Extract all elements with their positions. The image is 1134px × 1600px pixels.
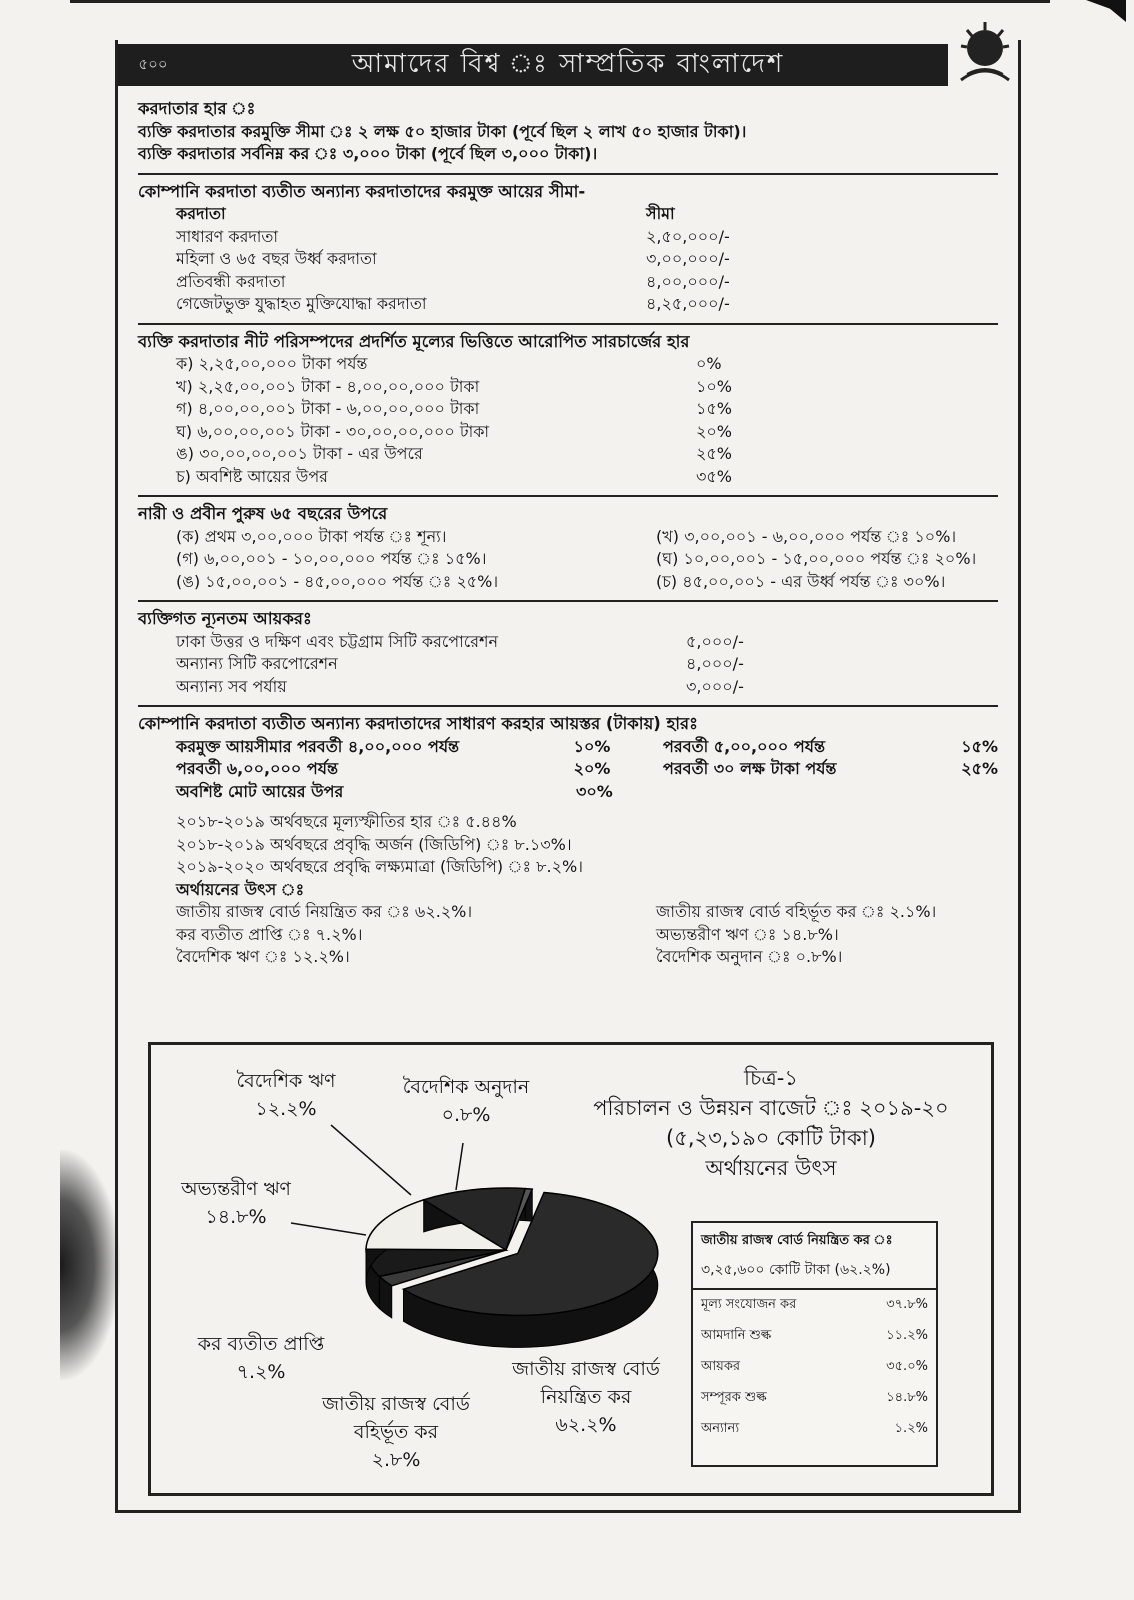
slice-label-value: ৭.২% xyxy=(236,1361,286,1383)
slice-label-text: কর ব্যতীত প্রাপ্তি xyxy=(197,1333,325,1355)
slice-label-nbr-excluded xyxy=(296,1390,496,1474)
tax-rate-section xyxy=(138,98,998,166)
economy-section xyxy=(138,811,998,969)
figure-title-line: (৫,২৩,১৯০ কোটি টাকা) xyxy=(666,1126,876,1150)
emblem-icon xyxy=(953,18,1017,86)
cell: অন্যান্য সিটি করপোরেশন xyxy=(176,654,338,673)
cell: ৩০% xyxy=(576,781,613,801)
cell: ৩,০০,০০০/- xyxy=(646,249,730,268)
cell: চ) অবশিষ্ট আয়ের উপর xyxy=(176,466,328,486)
breakdown-item: আয়কর xyxy=(701,1359,741,1374)
cell: ১০% xyxy=(573,736,611,756)
breakdown-item: অন্যান্য xyxy=(701,1421,740,1436)
slice-label-text: বৈদেশিক অনুদান xyxy=(402,1076,530,1098)
cell: (গ) ৬,০০,০০১ - ১০,০০,০০০ পর্যন্ত ঃ ১৫%। xyxy=(176,549,487,568)
cell: গেজেটভুক্ত যুদ্ধাহত মুক্তিযোদ্ধা করদাতা xyxy=(176,294,427,313)
min-tax-section xyxy=(138,608,998,698)
section-title: করদাতার হার ঃ xyxy=(138,99,256,118)
breakdown-subtitle: ৩,২৫,৬০০ কোটি টাকা (৬২.২%) xyxy=(693,1252,936,1290)
breakdown-value: ১৪.৮% xyxy=(886,1390,928,1405)
text-line: ব্যক্তি করদাতার সর্বনিম্ন কর ঃ ৩,০০০ টাকা (পূর্বে ছিল ৩,০০০ টাকা)। xyxy=(138,144,598,163)
section-title: ব্যক্তিগত ন্যূনতম আয়করঃ xyxy=(138,609,312,628)
cell: বৈদেশিক ঋণ ঃ ১২.২%। xyxy=(176,947,350,966)
running-title: আমাদের বিশ্ব ঃ সাম্প্রতিক বাংলাদেশ xyxy=(351,49,785,79)
breakdown-row xyxy=(693,1321,936,1352)
cell: পরবর্তী ৬,০০,০০০ পর্যন্ত xyxy=(176,759,338,778)
cell: ২,৫০,০০০/- xyxy=(646,226,730,246)
text-line: ২০১৮-২০১৯ অর্থবছরে মূল্যস্ফীতির হার ঃ ৫.৪৪% xyxy=(176,812,517,831)
table-row xyxy=(138,758,998,781)
table-row xyxy=(138,901,998,924)
cell: ৫,০০০/- xyxy=(686,631,744,651)
cell: (ঘ) ১০,০০,০০১ - ১৫,০০,০০০ পর্যন্ত ঃ ২০%। xyxy=(656,549,977,568)
table-row xyxy=(138,924,998,947)
cell: বৈদেশিক অনুদান ঃ ০.৮%। xyxy=(656,947,843,966)
subsection-title: অর্থায়নের উৎস ঃ xyxy=(176,879,305,899)
table-row xyxy=(138,676,998,699)
cell: অভ্যন্তরীণ ঋণ ঃ ১৪.৮%। xyxy=(656,924,839,944)
text-line: ব্যক্তি করদাতার করমুক্তি সীমা ঃ ২ লক্ষ ৫০ হাজার টাকা (পূর্বে ছিল ২ লাখ ৫০ হাজার টাকা)। xyxy=(138,121,747,141)
breakdown-row xyxy=(693,1352,936,1383)
figure-title-line: পরিচালন ও উন্নয়ন বাজেট ঃ ২০১৯-২০ xyxy=(593,1096,949,1120)
divider xyxy=(138,495,998,497)
table-row xyxy=(138,271,998,294)
table-header xyxy=(138,203,998,226)
slice-label-text: জাতীয় রাজস্ব বোর্ড নিয়ন্ত্রিত কর xyxy=(512,1358,660,1408)
divider xyxy=(138,705,998,707)
table-row xyxy=(138,248,998,271)
scan-corner-mark xyxy=(1086,0,1126,22)
page xyxy=(115,40,1021,1513)
leader-foreign-grant xyxy=(456,1143,463,1190)
cell: পরবর্তী ৫,০০,০০০ পর্যন্ত xyxy=(663,736,825,756)
cell: গ) ৪,০০,০০,০০১ টাকা - ৬,০০,০০,০০০ টাকা xyxy=(176,399,480,418)
table-row xyxy=(138,946,998,969)
table-row xyxy=(138,653,998,676)
slice-label-non-tax xyxy=(181,1330,341,1386)
cell: ২০% xyxy=(573,759,611,778)
table-row xyxy=(138,736,998,759)
slice-label-value: ৬২.২% xyxy=(555,1414,617,1436)
cell: ১৫% xyxy=(696,399,732,418)
table-row xyxy=(138,353,998,376)
page-content xyxy=(138,98,998,1058)
budget-figure xyxy=(148,1042,994,1496)
cell: ২৫% xyxy=(961,759,999,778)
table-row xyxy=(138,293,998,316)
table-row xyxy=(138,548,998,571)
cell: ঢাকা উত্তর ও দক্ষিণ এবং চট্টগ্রাম সিটি করপোরেশন xyxy=(176,631,499,651)
figure-title xyxy=(581,1063,961,1183)
column-header: সীমা xyxy=(646,204,675,223)
breakdown-value: ৩৭.৮% xyxy=(886,1297,928,1312)
top-rule xyxy=(70,0,1050,3)
breakdown-item: আমদানি শুল্ক xyxy=(701,1328,772,1343)
leader-foreign-loan xyxy=(331,1125,411,1195)
table-row xyxy=(138,376,998,399)
table-row xyxy=(138,421,998,444)
cell: ০% xyxy=(696,354,722,373)
divider xyxy=(138,323,998,325)
cell: ঘ) ৬,০০,০০,০০১ টাকা - ৩০,০০,০০,০০০ টাকা xyxy=(176,421,490,441)
slice-label-nbr-controlled xyxy=(486,1355,686,1439)
table-row xyxy=(138,443,998,466)
slice-label-value: ১৪.৮% xyxy=(205,1206,267,1228)
cell: পরবর্তী ৩০ লক্ষ টাকা পর্যন্ত xyxy=(663,759,837,778)
table-row xyxy=(138,781,998,804)
breakdown-value: ১.২% xyxy=(894,1421,928,1436)
cell: ৪,০০,০০০/- xyxy=(646,271,730,291)
divider xyxy=(138,173,998,175)
table-row xyxy=(138,466,998,489)
cell: সাধারণ করদাতা xyxy=(176,226,279,246)
cell: জাতীয় রাজস্ব বোর্ড বহির্ভূত কর ঃ ২.১%। xyxy=(656,902,937,921)
column-header: করদাতা xyxy=(176,204,226,223)
table-row xyxy=(138,398,998,421)
breakdown-value: ৩৫.০% xyxy=(886,1359,928,1374)
breakdown-title: জাতীয় রাজস্ব বোর্ড নিয়ন্ত্রিত কর ঃ xyxy=(701,1233,893,1248)
cell: প্রতিবন্ধী করদাতা xyxy=(176,271,286,291)
breakdown-value: ১১.২% xyxy=(886,1328,928,1343)
cell: জাতীয় রাজস্ব বোর্ড নিয়ন্ত্রিত কর ঃ ৬২.২%। xyxy=(176,902,473,921)
slice-label-domestic-loan xyxy=(161,1175,311,1231)
figure-label: চিত্র-১ xyxy=(744,1066,798,1090)
breakdown-row xyxy=(693,1383,936,1414)
breakdown-item: সম্পূরক শুল্ক xyxy=(701,1390,767,1405)
cell: ৪,২৫,০০০/- xyxy=(646,294,730,313)
table-row xyxy=(138,226,998,249)
cell: ১৫% xyxy=(961,736,998,756)
cell: (ঙ) ১৫,০০,০০১ - ৪৫,০০,০০০ পর্যন্ত ঃ ২৫%। xyxy=(176,571,499,591)
divider xyxy=(138,600,998,602)
cell: (চ) ৪৫,০০,০০১ - এর উর্ধ্ব পর্যন্ত ঃ ৩০%। xyxy=(656,571,946,591)
cell: (ক) প্রথম ৩,০০,০০০ টাকা পর্যন্ত ঃ শূন্য। xyxy=(176,526,447,546)
slice-label-value: ২.৮% xyxy=(371,1449,421,1471)
slice-label-foreign-loan xyxy=(191,1067,381,1123)
text-line: ২০১৮-২০১৯ অর্থবছরে প্রবৃদ্ধি অর্জন (জিডিপি) ঃ ৮.১৩%। xyxy=(176,834,572,854)
section-title: ব্যক্তি করদাতার নীট পরিসম্পদের প্রদর্শিত মূল্যের ভিত্তিতে আরোপিত সারচার্জের হার xyxy=(138,331,690,351)
cell: মহিলা ও ৬৫ বছর উর্ধ্ব করদাতা xyxy=(176,249,377,268)
breakdown-row xyxy=(693,1290,936,1321)
cell: খ) ২,২৫,০০,০০১ টাকা - ৪,০০,০০,০০০ টাকা xyxy=(176,376,480,396)
cell: ক) ২,২৫,০০,০০০ টাকা পর্যন্ত xyxy=(176,354,368,373)
scan-shadow xyxy=(60,1150,120,1380)
table-row xyxy=(138,571,998,594)
figure-title-line: অর্থায়নের উৎস xyxy=(705,1156,837,1180)
slice-label-foreign-grant xyxy=(376,1073,556,1129)
breakdown-row xyxy=(693,1414,936,1445)
section-title: কোম্পানি করদাতা ব্যতীত অন্যান্য করদাতাদের সাধারণ করহার আয়স্তর (টাকায়) হারঃ xyxy=(138,714,698,733)
nbr-breakdown-box xyxy=(691,1221,938,1467)
cell: ২৫% xyxy=(696,444,732,463)
section-title: কোম্পানি করদাতা ব্যতীত অন্যান্য করদাতাদের করমুক্ত আয়ের সীমা- xyxy=(138,181,586,201)
cell: কর ব্যতীত প্রাপ্তি ঃ ৭.২%। xyxy=(176,924,363,944)
text-line: ২০১৯-২০২০ অর্থবছরে প্রবৃদ্ধি লক্ষ্যমাত্রা (জিডিপি) ঃ ৮.২%। xyxy=(176,857,583,876)
cell: ঙ) ৩০,০০,০০,০০১ টাকা - এর উপরে xyxy=(176,444,423,463)
cell: ৩,০০০/- xyxy=(686,676,744,696)
cell: অন্যান্য সব পর্যায় xyxy=(176,676,287,696)
cell: ৪,০০০/- xyxy=(686,654,744,673)
slice-label-value: ০.৮% xyxy=(441,1104,491,1126)
table-row xyxy=(138,631,998,654)
surcharge-section xyxy=(138,331,998,489)
cell: ১০% xyxy=(696,376,732,396)
spacer xyxy=(138,803,998,811)
slice-label-text: অভ্যন্তরীণ ঋণ xyxy=(181,1178,291,1200)
cell: অবশিষ্ট মোট আয়ের উপর xyxy=(176,781,344,801)
page-number: ৫০০ xyxy=(138,54,168,73)
breakdown-item: মূল্য সংযোজন কর xyxy=(701,1297,797,1312)
page-header xyxy=(118,44,948,86)
women-elderly-section xyxy=(138,503,998,593)
slice-label-text: জাতীয় রাজস্ব বোর্ড বহির্ভূত কর xyxy=(322,1393,470,1443)
slice-label-value: ১২.২% xyxy=(255,1098,317,1120)
cell: ২০% xyxy=(696,421,733,441)
cell: ৩৫% xyxy=(696,466,732,486)
exempt-limit-section xyxy=(138,181,998,316)
section-title: নারী ও প্রবীন পুরুষ ৬৫ বছরের উপরে xyxy=(138,504,388,523)
general-rate-section xyxy=(138,713,998,803)
cell: (খ) ৩,০০,০০১ - ৬,০০,০০০ পর্যন্ত ঃ ১০%। xyxy=(656,526,957,546)
table-row xyxy=(138,526,998,549)
cell: করমুক্ত আয়সীমার পরবর্তী ৪,০০,০০০ পর্যন্ত xyxy=(176,736,460,756)
slice-label-text: বৈদেশিক ঋণ xyxy=(236,1070,336,1092)
